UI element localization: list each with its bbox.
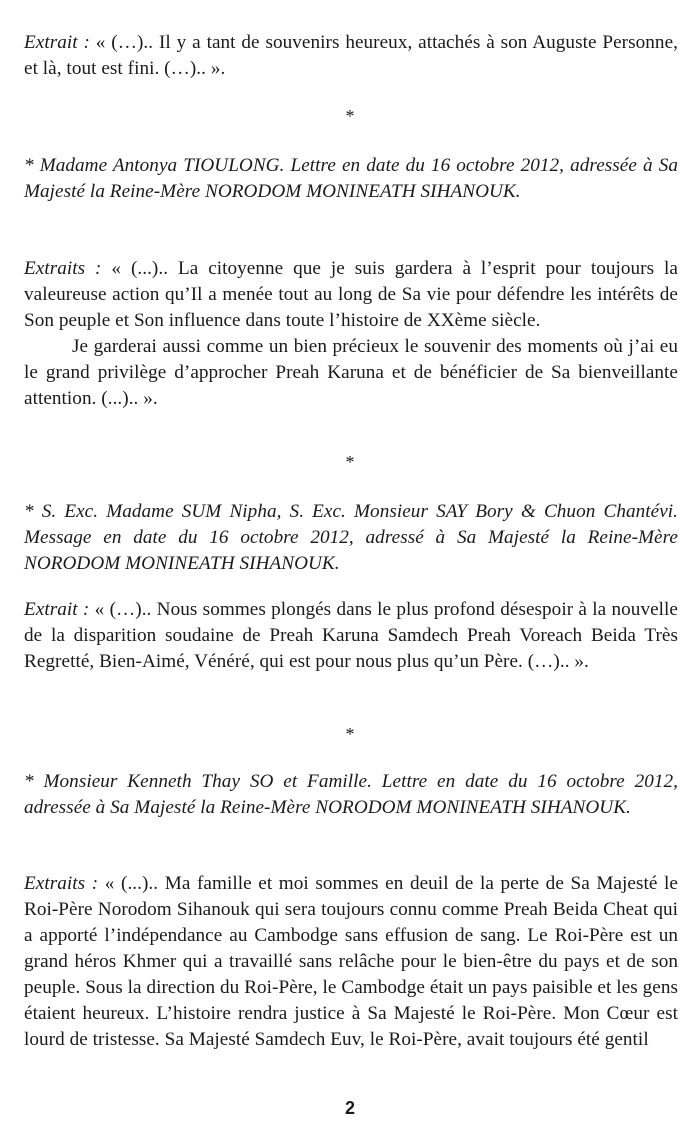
section-separator: * — [345, 724, 355, 744]
letter-heading: * Monsieur Kenneth Thay SO et Famille. Lettre en date du 16 octobre 2012, adressée à Sa Majesté la Reine-Mère NORODOM MONINEATH SIHANOUK. — [24, 771, 678, 818]
letter-heading: * S. Exc. Madame SUM Nipha, S. Exc. Monsieur SAY Bory & Chuon Chantévi. Message en date du 16 octobre 2012, adressé à Sa Majesté la Reine-Mère NORODOM MONINEATH SIHANOUK. — [24, 501, 678, 574]
extract-text: « (...).. La citoyenne que je suis gardera à l’esprit pour toujours la valeureuse action qu’Il a menée tout au long de Sa vie pour défendre les intérêts de Son peuple et Son influence dans toute l’histoire de XXème siècle. — [24, 258, 678, 331]
section-separator: * — [345, 452, 355, 472]
extract-text-continued: Je garderai aussi comme un bien précieux le souvenir des moments où j’ai eu le grand privilège d’approcher Preah Karuna et de bénéficier de Sa bienveillante attention. (...).. ». — [24, 336, 678, 409]
extract-text: « (…).. Il y a tant de souvenirs heureux, attachés à son Auguste Personne, et là, tout est fini. (…).. ». — [24, 32, 678, 79]
extract-text: « (…).. Nous sommes plongés dans le plus profond désespoir à la nouvelle de la disparition soudaine de Preah Karuna Samdech Preah Voreach Beida Très Regretté, Bien-Aimé, Vénéré, qui est pour nous plus qu’un Père. (…).. ». — [24, 599, 678, 672]
extract-label: Extraits : — [24, 258, 102, 279]
extract-paragraph — [24, 30, 678, 82]
extract-paragraph — [24, 871, 678, 1053]
extract-label: Extrait : — [24, 32, 90, 53]
extract-text: « (...).. Ma famille et moi sommes en deuil de la perte de Sa Majesté le Roi-Père Norodom Sihanouk qui sera toujours connu comme Preah Beida Cheat qui a apporté l’indépendance au Cambodge sans effusion de sang. Le Roi-Père est un grand héros Khmer qui a travaillé sans relâche pour le bien-être du pays et de son peuple. Sous la direction du Roi-Père, le Cambodge était un pays paisible et les gens étaient heureux. L’histoire rendra justice à Sa Majesté le Roi-Père. Mon Cœur est lourd de tristesse. Sa Majesté Samdech Euv, le Roi-Père, avait toujours été gentil — [24, 873, 678, 1050]
extract-paragraph — [24, 597, 678, 675]
page-number: 2 — [344, 1098, 355, 1118]
extract-paragraph — [24, 256, 678, 412]
section-separator: * — [345, 106, 355, 126]
extract-label: Extraits : — [24, 873, 99, 894]
letter-heading: * Madame Antonya TIOULONG. Lettre en date du 16 octobre 2012, adressée à Sa Majesté la Reine-Mère NORODOM MONINEATH SIHANOUK. — [24, 155, 678, 202]
extract-label: Extrait : — [24, 599, 90, 620]
